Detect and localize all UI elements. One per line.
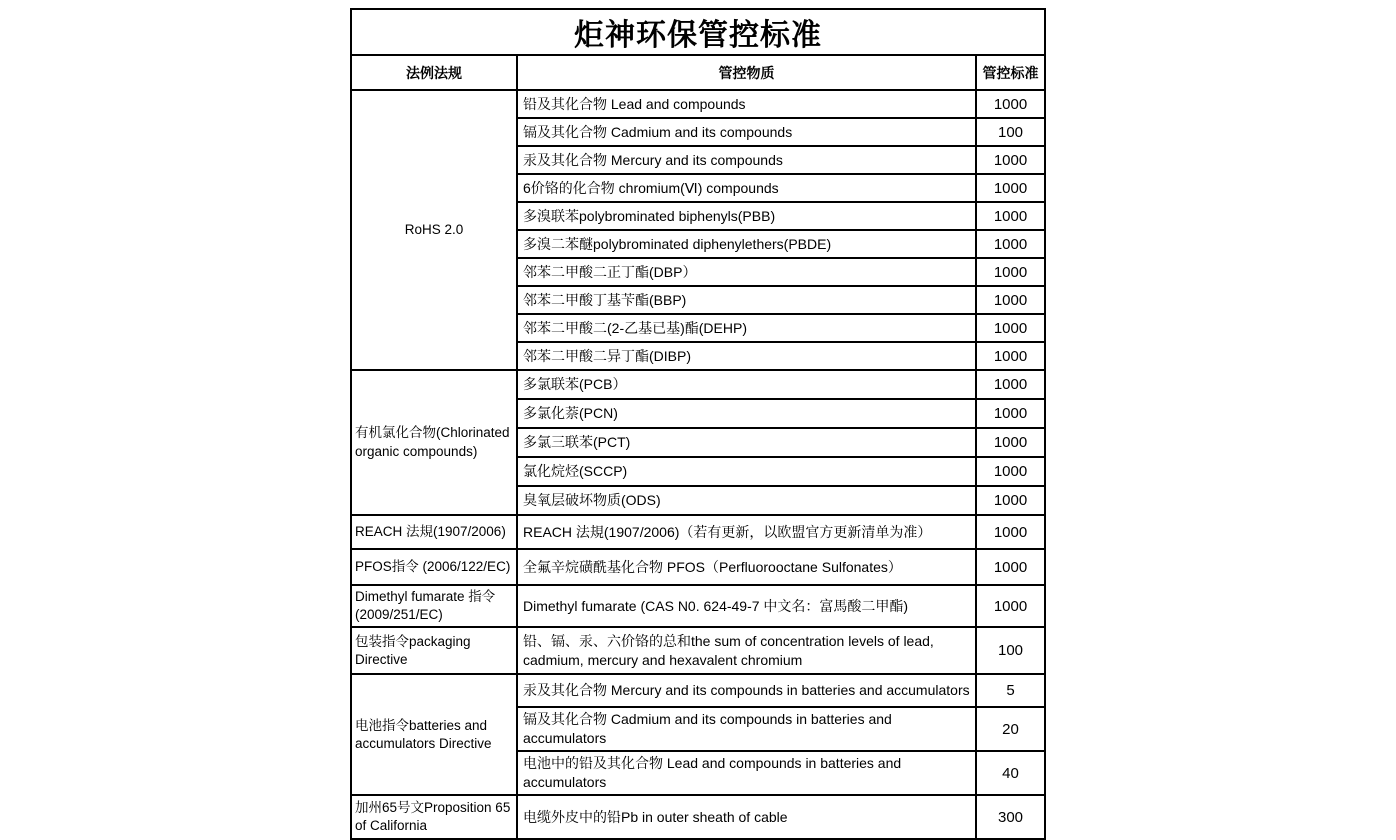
- standards-table-body: [351, 9, 1045, 839]
- standard-value-cell: 1000: [976, 230, 1045, 258]
- standard-value-cell: 1000: [976, 549, 1045, 585]
- substance-cell: 邻苯二甲酸二正丁酯(DBP）: [517, 258, 976, 286]
- standard-value-cell: 5: [976, 674, 1045, 707]
- regulation-cell: 加州65号文Proposition 65 of California: [351, 795, 517, 839]
- standard-value-cell: 1000: [976, 174, 1045, 202]
- substance-cell: 邻苯二甲酸丁基苄酯(BBP): [517, 286, 976, 314]
- regulation-cell: RoHS 2.0: [351, 90, 517, 370]
- regulation-cell: REACH 法規(1907/2006): [351, 515, 517, 549]
- standard-value-cell: 1000: [976, 457, 1045, 486]
- header-row: [351, 55, 1045, 90]
- table-row: [351, 515, 1045, 549]
- standard-value-cell: 100: [976, 627, 1045, 674]
- table-row: [351, 549, 1045, 585]
- standard-value-cell: 1000: [976, 585, 1045, 627]
- table-row: [351, 90, 1045, 118]
- standard-value-cell: 1000: [976, 286, 1045, 314]
- table-row: [351, 370, 1045, 399]
- substance-cell: 臭氧层破坏物质(ODS): [517, 486, 976, 515]
- page-title: 炬神环保管控标准: [351, 9, 1045, 55]
- substance-cell: 镉及其化合物 Cadmium and its compounds: [517, 118, 976, 146]
- standard-value-cell: 1000: [976, 258, 1045, 286]
- substance-cell: 电缆外皮中的铅Pb in outer sheath of cable: [517, 795, 976, 839]
- substance-cell: 6价铬的化合物 chromium(Ⅵ) compounds: [517, 174, 976, 202]
- table-row: [351, 674, 1045, 707]
- standard-value-cell: 40: [976, 751, 1045, 795]
- substance-cell: 电池中的铅及其化合物 Lead and compounds in batteries and accumulators: [517, 751, 976, 795]
- standard-value-cell: 1000: [976, 90, 1045, 118]
- substance-cell: 邻苯二甲酸二异丁酯(DIBP): [517, 342, 976, 370]
- column-header-standard: 管控标准: [976, 55, 1045, 90]
- substance-cell: Dimethyl fumarate (CAS N0. 624-49-7 中文名：富馬酸二甲酯): [517, 585, 976, 627]
- substance-cell: 全氟辛烷磺酰基化合物 PFOS（Perfluorooctane Sulfonates）: [517, 549, 976, 585]
- standard-value-cell: 20: [976, 707, 1045, 751]
- table-row: [351, 627, 1045, 674]
- regulation-cell: 包装指令packaging Directive: [351, 627, 517, 674]
- substance-cell: 邻苯二甲酸二(2-乙基已基)酯(DEHP): [517, 314, 976, 342]
- standard-value-cell: 1000: [976, 399, 1045, 428]
- standard-value-cell: 1000: [976, 428, 1045, 457]
- substance-cell: 铅及其化合物 Lead and compounds: [517, 90, 976, 118]
- standard-value-cell: 1000: [976, 370, 1045, 399]
- table-row: [351, 795, 1045, 839]
- standard-value-cell: 1000: [976, 202, 1045, 230]
- standard-value-cell: 1000: [976, 342, 1045, 370]
- substance-cell: 铅、镉、汞、六价铬的总和the sum of concentration levels of lead, cadmium, mercury and hexavalent chromium: [517, 627, 976, 674]
- standard-value-cell: 300: [976, 795, 1045, 839]
- substance-cell: 多溴联苯polybrominated biphenyls(PBB): [517, 202, 976, 230]
- substance-cell: 汞及其化合物 Mercury and its compounds in batteries and accumulators: [517, 674, 976, 707]
- regulation-cell: PFOS指令 (2006/122/EC): [351, 549, 517, 585]
- title-row: [351, 9, 1045, 55]
- substance-cell: 多氯联苯(PCB）: [517, 370, 976, 399]
- standard-value-cell: 100: [976, 118, 1045, 146]
- substance-cell: 多氯化萘(PCN): [517, 399, 976, 428]
- substance-cell: 汞及其化合物 Mercury and its compounds: [517, 146, 976, 174]
- column-header-substance: 管控物质: [517, 55, 976, 90]
- standards-table: [350, 8, 1046, 840]
- regulation-cell: Dimethyl fumarate 指令 (2009/251/EC): [351, 585, 517, 627]
- column-header-regulation: 法例法规: [351, 55, 517, 90]
- regulation-cell: 有机氯化合物(Chlorinated organic compounds): [351, 370, 517, 515]
- substance-cell: REACH 法規(1907/2006)（若有更新，以欧盟官方更新清单为准）: [517, 515, 976, 549]
- standard-value-cell: 1000: [976, 146, 1045, 174]
- regulation-cell: 电池指令batteries and accumulators Directive: [351, 674, 517, 795]
- standard-value-cell: 1000: [976, 314, 1045, 342]
- substance-cell: 氯化烷烃(SCCP): [517, 457, 976, 486]
- substance-cell: 多溴二苯醚polybrominated diphenylethers(PBDE): [517, 230, 976, 258]
- table-row: [351, 585, 1045, 627]
- standard-value-cell: 1000: [976, 486, 1045, 515]
- substance-cell: 镉及其化合物 Cadmium and its compounds in batteries and accumulators: [517, 707, 976, 751]
- substance-cell: 多氯三联苯(PCT): [517, 428, 976, 457]
- standard-value-cell: 1000: [976, 515, 1045, 549]
